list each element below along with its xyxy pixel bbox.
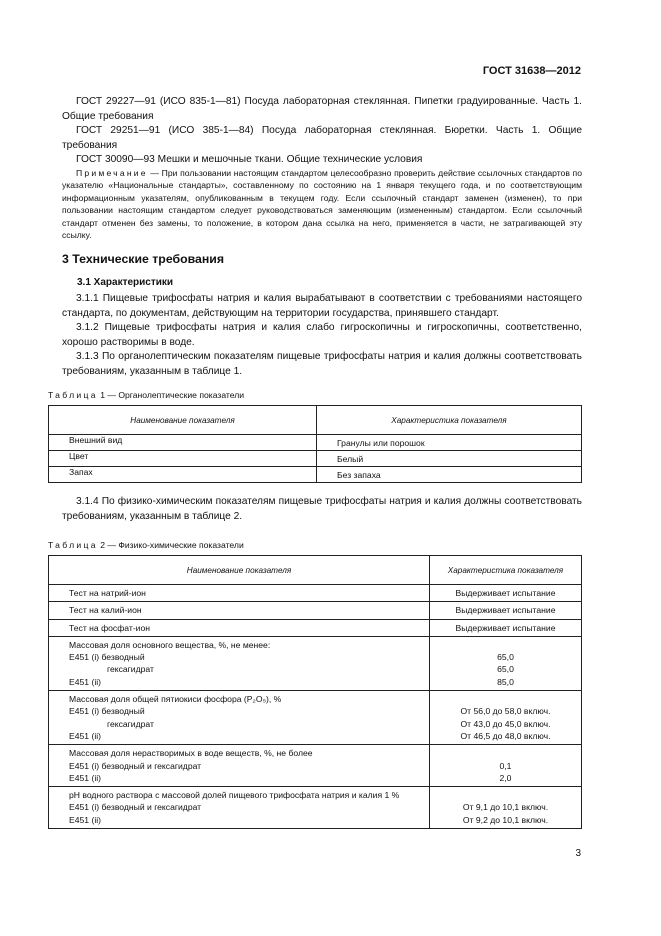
cell-line: гексагидрат: [107, 718, 154, 729]
page-number: 3: [575, 848, 581, 859]
table-cell-value: [430, 585, 582, 602]
table2-caption-text: 2 — Физико-химические показатели: [100, 540, 244, 550]
table-row: [49, 787, 582, 829]
cell-line: Массовая доля нерастворимых в воде веществ, %, не более: [69, 748, 313, 759]
cell-line: От 46,5 до 48,0 включ.: [460, 730, 551, 741]
cell-line: Выдерживает испытание: [455, 605, 556, 616]
table2-caption: [48, 540, 244, 550]
table-row: [49, 745, 582, 787]
table1-header-value: Характеристика показателя: [317, 406, 582, 435]
table-row: [49, 451, 582, 467]
normative-references: [62, 95, 582, 168]
paragraph-3-1-3: 3.1.3 По органолептическим показателям пищевые трифосфаты натрия и калия должны соответствовать требованиям, указанным в таблице 1.: [62, 351, 582, 377]
table-row: [49, 619, 582, 636]
table2-caption-label: Таблица: [48, 540, 98, 550]
cell-line: Е451 (ii): [69, 772, 101, 783]
table-cell-value: [430, 619, 582, 636]
table2-header-name: Наименование показателя: [49, 556, 430, 585]
table1-caption-label: Таблица: [48, 390, 98, 400]
table-cell: Цвет: [49, 451, 317, 467]
table-row: [49, 435, 582, 451]
note-label: Примечание: [76, 168, 148, 178]
paragraph-3-1-2: 3.1.2 Пищевые трифосфаты натрия и калия слабо гигроскопичны и гигроскопичны, соответственно, хорошо растворимы в воде.: [62, 322, 582, 348]
cell-line: 2,0: [499, 772, 512, 783]
cell-line: Е451 (i) безводный: [69, 652, 145, 663]
cell-line: 85,0: [497, 676, 514, 687]
cell-line: Е451 (ii): [69, 676, 101, 687]
table-cell-value: [430, 787, 582, 829]
table-cell-value: [430, 745, 582, 787]
table-row: [49, 691, 582, 745]
cell-line: Е451 (ii): [69, 730, 101, 741]
cell-line: От 56,0 до 58,0 включ.: [460, 706, 551, 717]
table-cell: Без запаха: [317, 467, 582, 483]
table1-header-name: Наименование показателя: [49, 406, 317, 435]
table-cell-name: [49, 585, 430, 602]
table2-header-value: Характеристика показателя: [430, 556, 582, 585]
cell-line: [430, 789, 581, 801]
subsection-title: 3.1 Характеристики: [77, 277, 174, 288]
reference-item: ГОСТ 30090—93 Мешки и мешочные ткани. Общие технические условия: [76, 154, 423, 165]
table-cell-name: [49, 602, 430, 619]
table1: [48, 405, 582, 483]
table-cell-name: [49, 787, 430, 829]
table-row: [49, 467, 582, 483]
cell-line: 65,0: [497, 652, 514, 663]
table-row: [49, 585, 582, 602]
table-cell-name: [49, 745, 430, 787]
cell-line: [430, 639, 581, 651]
table-cell-value: [430, 602, 582, 619]
table-cell: Белый: [317, 451, 582, 467]
table-row: [49, 636, 582, 690]
cell-line: От 43,0 до 45,0 включ.: [460, 718, 551, 729]
cell-line: Выдерживает испытание: [455, 588, 556, 598]
note-text: — При пользовании настоящим стандартом целесообразно проверить действие ссылочных стандартов по указателю «Национальные стандарты», составленному по состоянию на 1 января текущего года, и по соответствующим информационным указателям, опубликованным в текущем году. Если ссылочный стандарт заменен (изменен), то при пользовании настоящим стандартом следует руководствоваться заменяющим (измененным) стандартом. Если ссылочный стандарт отменен без замены, то положение, в котором дана ссылка на него, применяется в части, не затрагивающей эту ссылку.: [62, 168, 582, 241]
cell-line: Е451 (i) безводный: [69, 706, 145, 717]
table-cell-value: [430, 691, 582, 745]
table-row: [49, 602, 582, 619]
cell-line: Выдерживает испытание: [455, 622, 556, 633]
cell-line: pH водного раствора с массовой долей пищевого трифосфата натрия и калия 1 %: [69, 790, 400, 801]
cell-line: 65,0: [497, 664, 514, 675]
cell-line: Массовая доля основного вещества, %, не менее:: [69, 639, 271, 650]
reference-item: ГОСТ 29251—91 (ИСО 385-1—84) Посуда лабораторная стеклянная. Бюретки. Часть 1. Общие требования: [62, 125, 582, 151]
table-cell-value: [430, 636, 582, 690]
cell-line: От 9,2 до 10,1 включ.: [462, 814, 549, 825]
section-body: [62, 292, 582, 379]
section-body-2: [62, 495, 582, 524]
table1-caption: [48, 390, 244, 400]
cell-line: [430, 693, 581, 705]
cell-line: От 9,1 до 10,1 включ.: [462, 802, 549, 813]
cell-line: Тест на калий-ион: [69, 605, 142, 616]
cell-line: Е451 (i) безводный и гексагидрат: [69, 802, 202, 813]
table-cell: Запах: [49, 467, 317, 483]
note: [62, 167, 582, 241]
paragraph-3-1-4: 3.1.4 По физико-химическим показателям пищевые трифосфаты натрия и калия должны соответствовать требованиям, указанным в таблице 2.: [62, 496, 582, 522]
cell-line: Е451 (i) безводный и гексагидрат: [69, 760, 202, 771]
paragraph-3-1-1: 3.1.1 Пищевые трифосфаты натрия и калия вырабатывают в соответствии с требованиями настоящего стандарта, по документам, действующим на территории государства, принявшего стандарт.: [62, 293, 582, 319]
cell-line: [430, 747, 581, 759]
section-title: 3 Технические требования: [62, 252, 224, 266]
table-cell: Внешний вид: [49, 435, 317, 451]
table2: [48, 555, 582, 829]
standard-code: ГОСТ 31638—2012: [482, 65, 581, 77]
cell-line: Тест на фосфат-ион: [69, 622, 151, 633]
table-cell-name: [49, 636, 430, 690]
table1-caption-text: 1 — Органолептические показатели: [100, 390, 245, 400]
cell-line: 0,1: [499, 760, 512, 771]
reference-item: ГОСТ 29227—91 (ИСО 835-1—81) Посуда лабораторная стеклянная. Пипетки градуированные. Часть 1. Общие требования: [62, 96, 582, 122]
table-cell-name: [49, 691, 430, 745]
cell-line: Е451 (ii): [69, 814, 101, 825]
cell-line: Тест на натрий-ион: [69, 588, 146, 598]
cell-line: гексагидрат: [107, 664, 154, 675]
cell-line: Массовая доля общей пятиокиси фосфора (P₂O₅), %: [69, 694, 282, 705]
table-cell-name: [49, 619, 430, 636]
table-cell: Гранулы или порошок: [317, 435, 582, 451]
